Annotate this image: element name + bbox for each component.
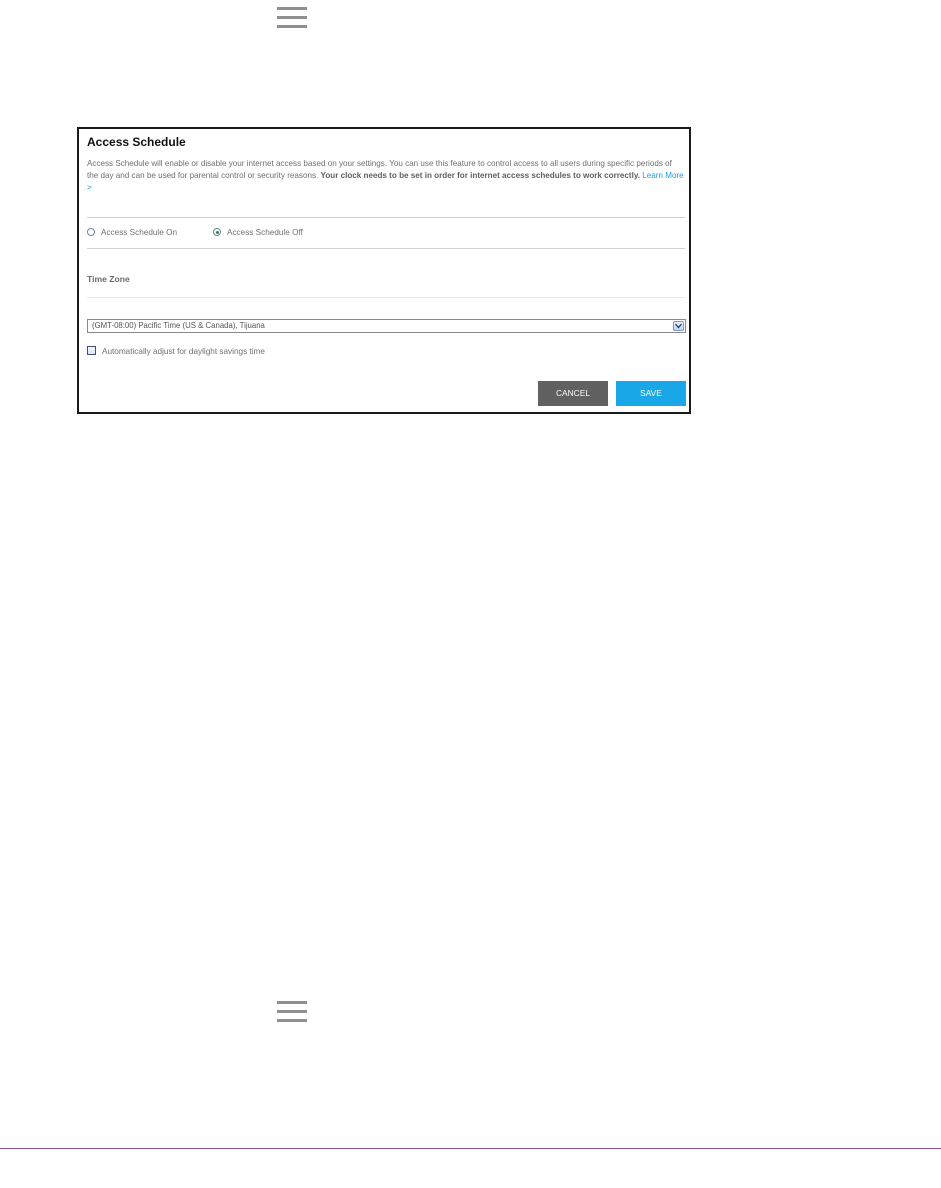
access-schedule-off-label: Access Schedule Off <box>227 228 303 237</box>
access-schedule-on-label: Access Schedule On <box>101 228 178 237</box>
description-text: Access Schedule will enable or disable your internet access based on your settings. You can use this feature to control access to all users during specific periods of the day and can be used for parental control or security reasons. <box>87 159 672 180</box>
divider <box>87 297 685 298</box>
description-bold-note: Your clock needs to be set in order for internet access schedules to work correctly. <box>320 171 641 180</box>
menu-icon[interactable] <box>277 7 307 29</box>
access-schedule-on-radio[interactable] <box>87 228 177 237</box>
divider <box>87 248 685 249</box>
time-zone-selected-value: (GMT-08:00) Pacific Time (US & Canada), Tijuana <box>92 321 265 330</box>
menu-bar <box>277 25 307 28</box>
checkbox-unchecked-icon[interactable] <box>87 346 96 355</box>
access-schedule-panel <box>77 127 691 414</box>
time-zone-select[interactable] <box>87 319 686 333</box>
save-button[interactable]: SAVE <box>616 381 686 406</box>
menu-bar <box>277 16 307 19</box>
menu-bar <box>277 7 307 10</box>
time-zone-heading: Time Zone <box>87 274 130 284</box>
menu-bar <box>277 1001 307 1004</box>
panel-description <box>87 158 685 194</box>
menu-bar <box>277 1019 307 1022</box>
radio-unchecked-icon[interactable] <box>87 228 95 236</box>
chevron-down-icon[interactable] <box>673 321 684 331</box>
menu-bar <box>277 1010 307 1013</box>
divider <box>87 217 685 218</box>
learn-more-link[interactable]: Learn More > <box>87 171 684 192</box>
cancel-button[interactable]: CANCEL <box>538 381 608 406</box>
radio-checked-icon[interactable] <box>213 228 221 236</box>
panel-title: Access Schedule <box>87 135 186 149</box>
menu-icon[interactable] <box>277 1001 307 1023</box>
daylight-savings-label: Automatically adjust for daylight savings time <box>102 347 265 356</box>
daylight-savings-checkbox[interactable] <box>87 346 265 356</box>
footer-divider <box>0 1148 941 1149</box>
access-schedule-off-radio[interactable] <box>213 228 303 237</box>
